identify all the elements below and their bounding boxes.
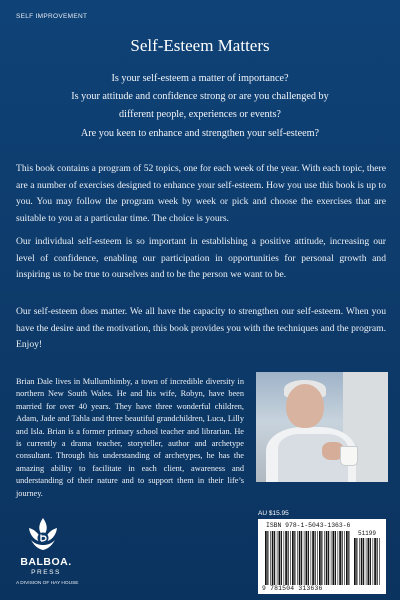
barcode-bar <box>315 531 316 585</box>
barcode-bar <box>279 531 281 585</box>
barcode-bar <box>272 531 274 585</box>
barcode-bar <box>297 531 298 585</box>
barcode-bar <box>281 531 282 585</box>
barcode-bar <box>328 531 329 585</box>
barcode-bar <box>270 531 271 585</box>
barcode-bar <box>359 538 360 585</box>
barcode-bar <box>335 531 336 585</box>
question-line: Are you keen to enhance and strengthen your self-esteem? <box>80 127 320 139</box>
barcode-bar <box>277 531 278 585</box>
barcode-bar <box>288 531 289 585</box>
author-bio: Brian Dale lives in Mullumbimby, a town of incredible diversity in northern New South Wales. He and his wife, Robyn, have been married for over 40 years. They have three wonderful children, Adam, Jade and Tahla and three beautiful grandchildren, Luca, Lilly and Isla. Brian is a former primary school teacher and librarian. He is currently a drama teacher, storyteller, author and archetype consultant. Through his understanding of archetypes, he has the amazing ability to facilitate in each client, awareness and understanding of their nature and to support them in their life’s journey. <box>16 377 244 498</box>
barcode-bar <box>265 531 267 585</box>
barcode-bar <box>285 531 287 585</box>
lotus-icon <box>25 516 61 552</box>
barcode-bar <box>321 531 322 585</box>
barcode-bar <box>331 531 332 585</box>
barcode-bar <box>284 531 285 585</box>
barcode-bar <box>354 538 356 585</box>
publisher-press: PRESS <box>31 569 61 576</box>
barcode-addon-code: 51199 <box>357 530 376 537</box>
book-title: Self-Esteem Matters <box>130 36 270 55</box>
isbn-label: ISBN 978-1-5043-1363-6 <box>266 522 351 529</box>
barcode-bar <box>363 538 364 585</box>
barcode-bar <box>304 531 305 585</box>
barcode-bar <box>311 531 312 585</box>
price-label: AU $15.95 <box>258 510 289 517</box>
barcode-bar <box>370 538 371 585</box>
barcode-bar <box>333 531 335 585</box>
barcode-bar <box>361 538 363 585</box>
barcode-bar <box>312 531 314 585</box>
publisher-division: A DIVISION OF HAY HOUSE <box>16 581 79 586</box>
barcode-bars <box>265 531 351 585</box>
question-line: Is your self-esteem a matter of importance? <box>111 73 289 84</box>
publisher-logo <box>16 516 79 591</box>
barcode-bar <box>324 531 325 585</box>
barcode-bar <box>366 538 367 585</box>
barcode-bar <box>346 531 348 585</box>
barcode-bar <box>342 531 343 585</box>
category-label: SELF IMPROVEMENT <box>16 13 88 20</box>
barcode-bar <box>274 531 275 585</box>
publisher-name: BALBOA. <box>20 556 72 568</box>
intro-questions <box>30 70 370 143</box>
barcode-bar <box>319 531 321 585</box>
description-paragraph: Our self-esteem does matter. We all have the capacity to strengthen our self-esteem. When you have the desire and the motivation, this book provides you with the techniques and the program. Enjoy! <box>16 306 386 351</box>
barcode-bar <box>339 531 341 585</box>
barcode-bar <box>290 531 291 585</box>
barcode-digits: 9 781504 313636 <box>262 585 323 592</box>
barcode-bar <box>377 538 378 585</box>
barcode-bar <box>356 538 357 585</box>
barcode-bar <box>326 531 328 585</box>
barcode-bar <box>373 538 374 585</box>
barcode-bar <box>292 531 294 585</box>
barcode-bar <box>299 531 301 585</box>
barcode-addon-bars <box>354 538 380 585</box>
barcode-bar <box>344 531 345 585</box>
author-photo <box>256 372 388 482</box>
barcode-bar <box>338 531 339 585</box>
barcode-bar <box>348 531 349 585</box>
barcode-bar <box>379 538 380 585</box>
barcode-bar <box>374 538 376 585</box>
question-line: Is your attitude and confidence strong or are you challenged by <box>71 91 329 103</box>
barcode-bar <box>294 531 295 585</box>
barcode-bar <box>308 531 309 585</box>
barcode-bar <box>368 538 370 585</box>
barcode-bar <box>301 531 302 585</box>
description-paragraph: This book contains a program of 52 topics, one for each week of the year. With each topic, there are a number of exercises designed to enhance your self-esteem. How you use this book is up to you. You may follow the program week by week or pick and choose the exercises that are suitable to you at a particular time. The choice is yours. <box>16 163 386 224</box>
barcode <box>258 519 386 594</box>
question-line: different people, experiences or events? <box>119 109 281 121</box>
description-paragraph: Our individual self-esteem is so important in establishing a positive attitude, increasing our level of confidence, enabling our participation in opportunities for personal growth and inspiring us to be true to ourselves and to be the person we want to be. <box>16 236 386 281</box>
barcode-bar <box>306 531 308 585</box>
barcode-bar <box>267 531 268 585</box>
barcode-bar <box>317 531 318 585</box>
